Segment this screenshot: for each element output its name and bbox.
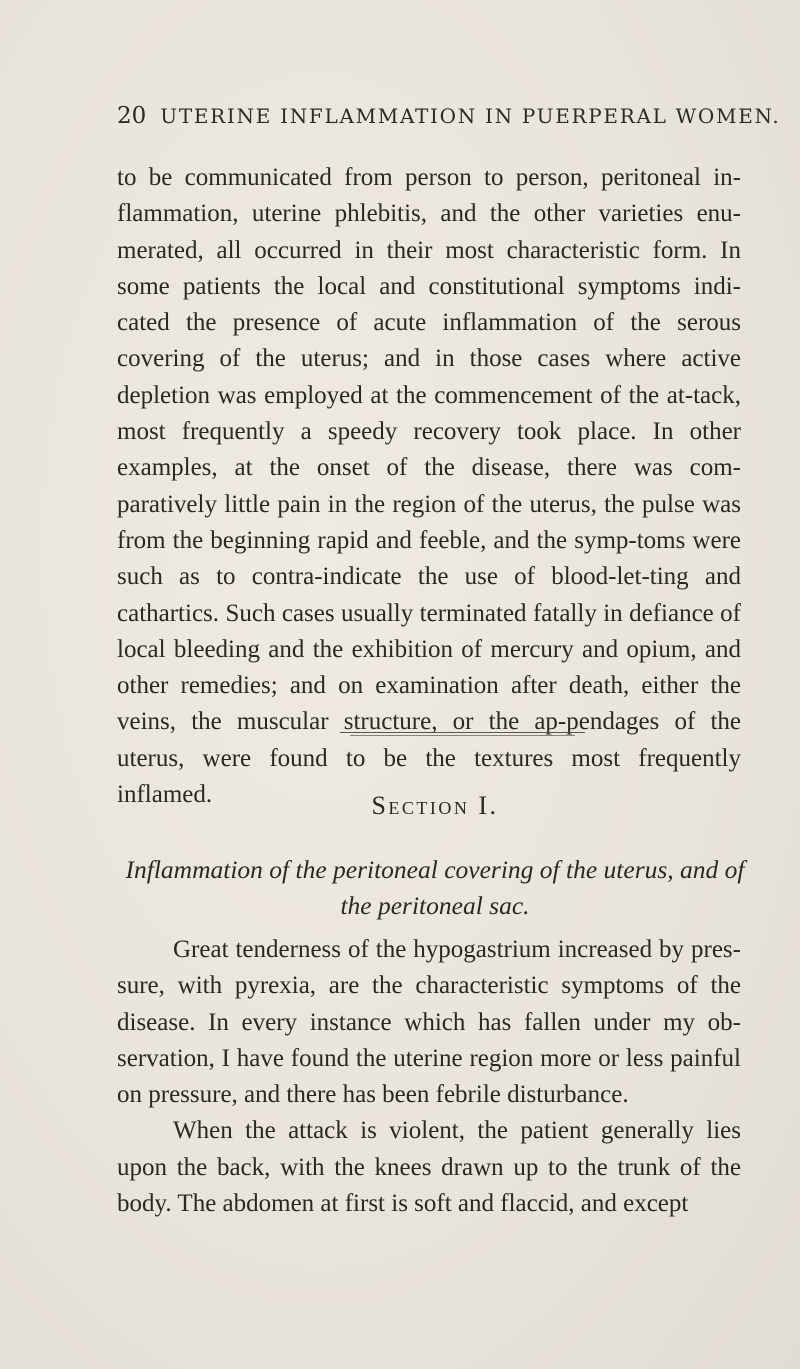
section-body: [117, 932, 741, 1222]
page-number: 20: [117, 103, 147, 129]
section-heading: Section I.: [371, 791, 499, 820]
continuation-paragraph-block: [117, 160, 741, 813]
section-divider-rule: [340, 732, 585, 733]
continuation-paragraph: to be communicated from person to person, peritoneal in-flammation, uterine phlebitis, and the other varieties enu-merated, all occurred in their most characteristic form. In some patients the local and constitutional symptoms indi-cated the presence of acute inflammation of the serous covering of the uterus; and in those cases where active depletion was employed at the commencement of the at-tack, most frequently a speedy recovery took place. In other examples, at the onset of the disease, there was com-paratively little pain in the region of the uterus, the pulse was from the beginning rapid and feeble, and the symp-toms were such as to contra-indicate the use of blood-let-ting and cathartics. Such cases usually terminated fatally in defiance of local bleeding and the exhibition of mercury and opium, and other remedies; and on examination after death, either the veins, the muscular structure, or the ap-pendages of the uterus, were found to be the textures most frequently inflamed.: [117, 164, 741, 809]
section-paragraph-1: Great tenderness of the hypogastrium increased by pres-sure, with pyrexia, are the characteristic symptoms of the disease. In every instance which has fallen under my ob-servation, I have found the uterine region more or less painful on pressure, and there has been febrile disturbance.: [117, 936, 741, 1109]
section-paragraph-2: When the attack is violent, the patient generally lies upon the back, with the knees drawn up to the trunk of the body. The abdomen at first is soft and flaccid, and except: [117, 1117, 741, 1218]
running-head: [117, 103, 781, 129]
section-subtitle: Inflammation of the peritoneal covering of the uterus, and of the peritoneal sac.: [125, 855, 745, 920]
running-head-title: UTERINE INFLAMMATION IN PUERPERAL WOMEN.: [160, 104, 781, 128]
